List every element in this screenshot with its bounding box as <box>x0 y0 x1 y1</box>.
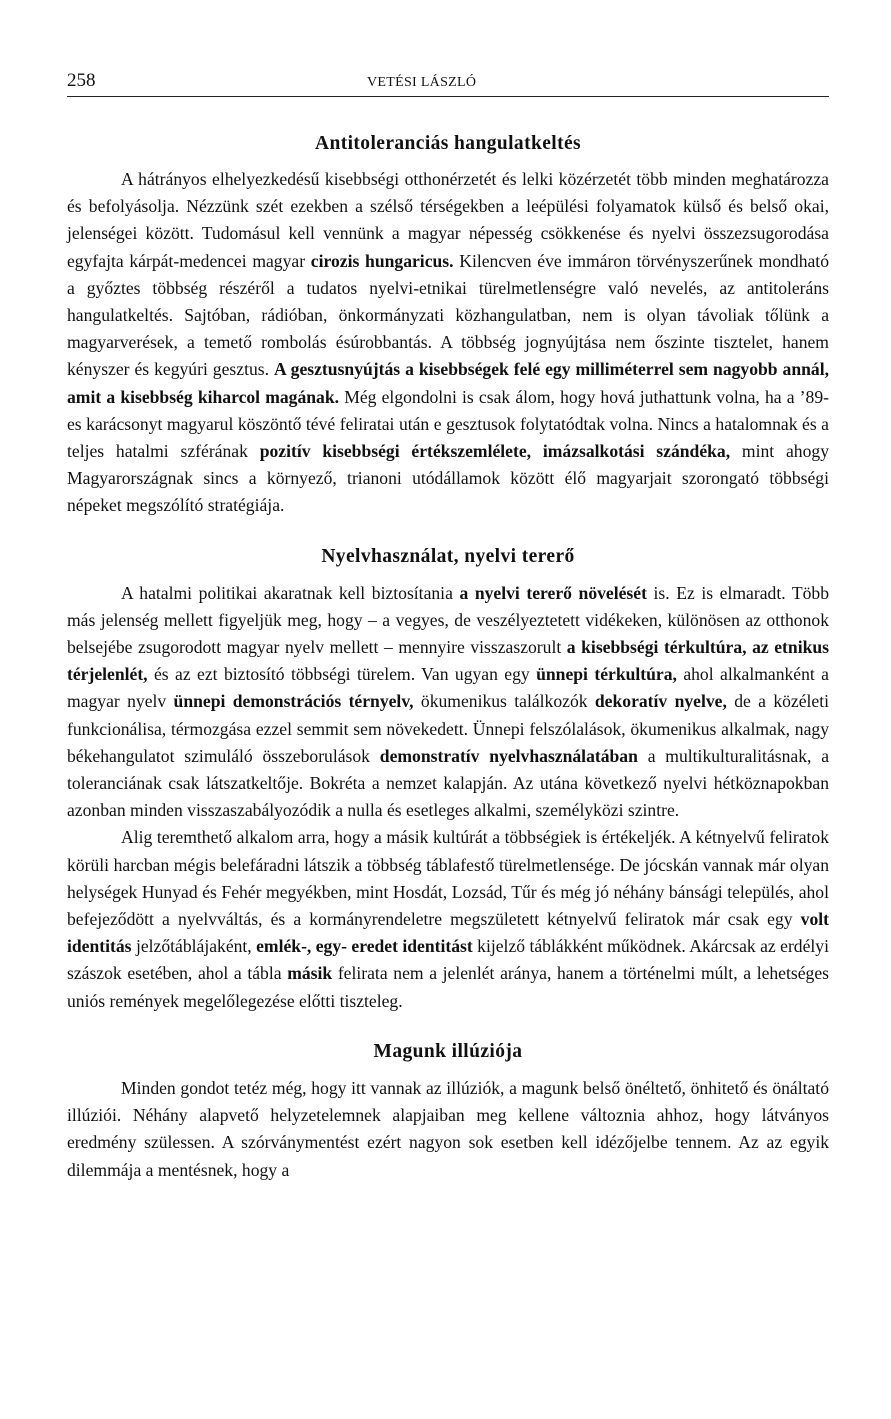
paragraph-text: A hátrányos elhelyezkedésű kisebbségi otthonérzetét és lelki közérzetét több minden meghatározza és befolyásolja. Nézzünk szét ezekben a szélső térségekben a leépülési folyamatok külső és belső okai, jelenségei között. Tudomásul kell vennünk a magyar népesség csökkenése és nyelvi összezsugorodása egyfajta kárpát-medencei magyar <box>67 169 829 271</box>
paragraph-text: ökumenikus találkozók <box>413 691 595 712</box>
book-page <box>67 70 829 1184</box>
section-heading: Magunk illúziója <box>373 1040 523 1062</box>
emphasized-text: másik <box>287 963 333 984</box>
emphasized-text: ünnepi térkultúra, <box>536 664 677 685</box>
section-heading: Antitoleranciás hangulatkeltés <box>314 133 582 154</box>
emphasized-text: volt identitás <box>67 909 829 957</box>
running-head-author: VETÉSI LÁSZLÓ <box>367 75 477 90</box>
emphasized-text: demonstratív nyelvhasználatában <box>379 745 638 766</box>
body-paragraph <box>67 166 829 520</box>
body-paragraph <box>67 580 829 825</box>
paragraph-text: kijelző táblákként működnek. Akárcsak az erdélyi szászok esetében, ahol a tábla <box>67 936 829 984</box>
emphasized-text: a nyelvi tererő növelését <box>459 582 647 603</box>
emphasized-text: emlék-, egy- eredet identitást <box>256 936 473 957</box>
paragraph-text: de a közéleti funkcionálisa, térmozgása ezzel semmit sem növekedett. Ünnepi felszólalások, ökumenikus alkalmak, nagy békehangulatot szimuláló összeborulások <box>67 691 830 766</box>
paragraph-text: Minden gondot tetéz még, hogy itt vannak az illúziók, a magunk belső önéltető, önhitető és önáltató illúziói. Néhány alapvető helyzetelemnek alapjaiban meg kellene változnia ahhoz, hogy látványos eredmény szülessen. A szórványmentést ezért nagyon sok esetben kell idézőjelbe tennem. Az az egyik dilemmája a mentésnek, hogy a <box>67 1077 829 1180</box>
emphasized-text: pozitív kisebbségi értékszemlélete, imázsalkotási szándéka, <box>259 441 731 462</box>
emphasized-text: ünnepi demonstrációs térnyelv, <box>173 691 414 712</box>
emphasized-text: a kisebbségi térkultúra, az etnikus térjelenlét, <box>67 637 830 685</box>
emphasized-text: dekoratív nyelve, <box>594 691 727 712</box>
paragraph-text: mint ahogy Magyarországnak sincs a környező, trianoni utódállamok között élő magyarjait szorongató többségi népeket megszólító stratégiája. <box>67 441 829 516</box>
paragraph-text: A hatalmi politikai akaratnak kell biztosítania <box>121 582 460 603</box>
paragraph-text: is. Ez is elmaradt. Több más jelenség mellett figyeljük meg, hogy – a vegyes, de veszélyeztetett vidékeken, különösen az otthonok belsejébe zsugorodott magyar nyelv mellett – mennyire visszaszorult <box>67 582 830 658</box>
paragraph-text: Alig teremthető alkalom arra, hogy a másik kultúrát a többségiek is értékeljék. A kétnyelvű feliratok körüli harcban mégis belefáradni látszik a többség táblafestő türelmetlensége. De jócskán vannak már olyan helységek Hunyad és Fehér megyékben, mint Hosdát, Lozsád, Tűr és még jó néhány bánsági település, ahol befejeződött a nyelvváltás, és a kormányrendeletre megszületett kétnyelvű feliratok már csak egy <box>67 827 829 930</box>
emphasized-text: cirozis hungaricus. <box>310 250 454 271</box>
running-header <box>67 70 829 97</box>
body-paragraph <box>67 1075 829 1184</box>
paragraph-text: felirata nem a jelenlét aránya, hanem a történelmi múlt, a lehetséges uniós remények megelőlegezése előtti tiszteleg. <box>67 963 829 1011</box>
paragraph-text: ahol alkalmanként a magyar nyelv <box>67 664 829 712</box>
section-heading: Nyelvhasználat, nyelvi tererő <box>321 545 575 567</box>
paragraph-text: Kilencven éve immáron törvényszerűnek mondható a győztes többség részéről a tudatos nyelvi-etnikai türelmetlenségre való nevelés, az antitoleráns hangulatkeltés. Sajtóban, rádióban, önkormányzati közhangulatban, nem is olyan távoliak tőlünk a magyarverések, a temető rombolás ésúrobbantás. A többség jognyújtása nem őszinte tisztelet, hanem kényszer és kegyúri gesztus. <box>67 250 829 380</box>
body-paragraph <box>67 824 829 1014</box>
paragraph-text: és az ezt biztosító többségi türelem. Van ugyan egy <box>147 664 537 685</box>
page-number: 258 <box>67 70 96 91</box>
paragraph-text: Még elgondolni is csak álom, hogy hová juthattunk volna, ha a ’89-es karácsonyt magyarul köszöntő tévé feliratai után e gesztusok folytatódtak volna. Nincs a hatalomnak és a teljes hatalmi szférának <box>67 386 829 462</box>
emphasized-text: A gesztusnyújtás a kisebbségek felé egy milliméterrel sem nagyobb annál, amit a kisebbség kiharcol magának. <box>67 359 829 407</box>
paragraph-text: jelzőtáblájaként, <box>131 936 257 957</box>
paragraph-text: a multikulturalitásnak, a toleranciának csak látszatkeltője. Bokréta a nemzet kalapján. Az utána következő nyelvi hétköznapokban azonban minden visszaszabályozódik a nulla és esetleges alkalmi, személyközi szintre. <box>67 745 830 821</box>
